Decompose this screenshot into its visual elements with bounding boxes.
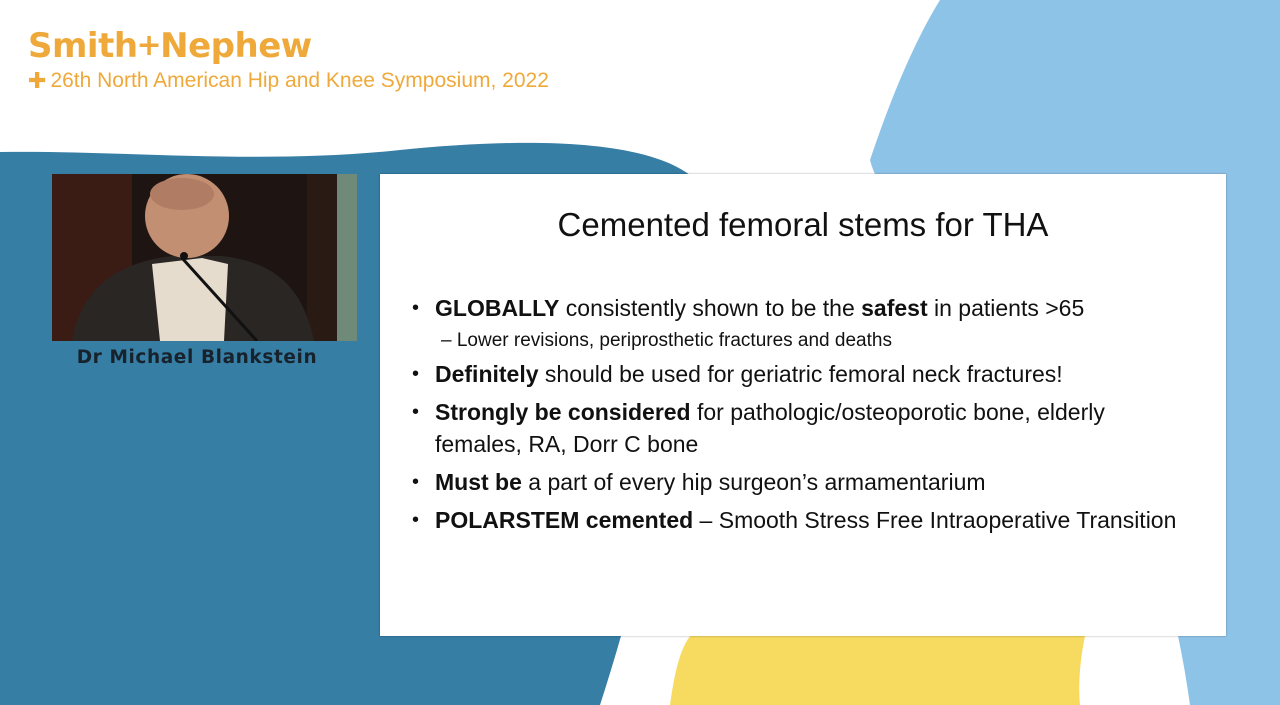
bullet-text: – Smooth Stress Free Intraoperative Transition (693, 507, 1177, 533)
sub-bullet-item (412, 328, 1192, 354)
slide-title: Cemented femoral stems for THA (557, 206, 1049, 243)
bullet-bold: safest (861, 295, 928, 321)
smith-nephew-logo (28, 26, 549, 66)
bullet-dot: • (412, 509, 420, 531)
bullet-dot: • (412, 363, 420, 385)
brand-header (28, 26, 549, 94)
bullet-dot: • (412, 297, 420, 319)
logo-plus-icon: + (136, 28, 162, 63)
bullet-text: in patients >65 (927, 295, 1085, 321)
bullet-item (412, 504, 1192, 536)
bullet-dot: • (412, 401, 420, 423)
speaker-video (52, 174, 357, 341)
logo-nephew: Nephew (160, 26, 312, 66)
sub-bullet-text: – Lower revisions, periprosthetic fractures and deaths (441, 330, 892, 351)
bullet-bold: GLOBALLY (435, 295, 560, 321)
bullet-bold: Must be (435, 469, 522, 495)
bullet-text: should be used for geriatric femoral neck fractures! (538, 361, 1063, 387)
presentation-slide (380, 174, 1226, 636)
slide-bullets (412, 292, 1192, 542)
bullet-text: a part of every hip surgeon’s armamentarium (521, 469, 986, 495)
bullet-text: consistently shown to be the (559, 295, 862, 321)
bullet-item (412, 358, 1192, 390)
cross-icon: ✚ (28, 68, 47, 93)
bullet-item (412, 466, 1192, 498)
bullet-item (412, 396, 1192, 460)
bullet-bold: Definitely (435, 361, 539, 387)
logo-smith: Smith (28, 26, 138, 66)
bullet-bold: POLARSTEM cemented (435, 507, 694, 533)
speaker-video-frame (52, 174, 357, 341)
yellow-shape (670, 636, 1085, 705)
bullet-text: for pathologic/osteoporotic bone, elderly females, RA, Dorr C bone (435, 399, 1105, 457)
event-title-text: 26th North American Hip and Knee Symposium, 2022 (50, 69, 549, 92)
bullet-bold: Strongly be considered (435, 399, 691, 425)
event-title (28, 68, 549, 94)
bullet-item (412, 292, 1192, 324)
speaker-name: Dr Michael Blankstein (76, 347, 318, 368)
bullet-dot: • (412, 471, 420, 493)
